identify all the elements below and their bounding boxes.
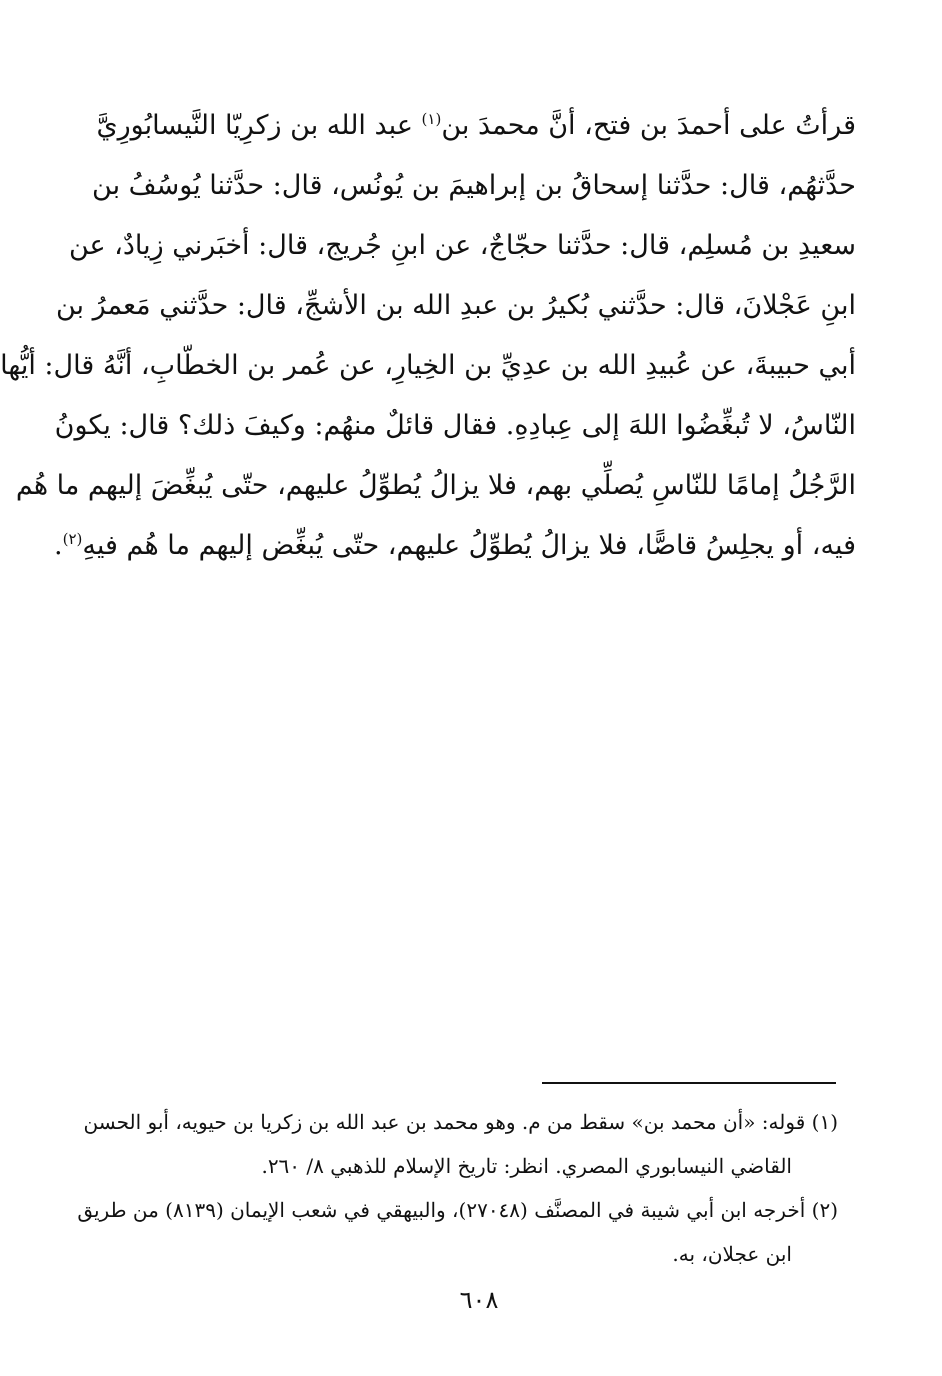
text-line: النّاسُ، لا تُبغِّضُوا اللهَ إلى عِبادِهِ. فقال قائلٌ منهُم: وكيفَ ذلك؟ قال: يكونُ: [54, 410, 856, 441]
text-line: فيه، أو يجلِسُ قاصًّا، فلا يزالُ يُطوِّلُ عليهم، حتّى يُبغِّض إليهم ما هُم فيهِ$^{(٢)}$.: [54, 530, 856, 561]
text-line: سعيدِ بن مُسلِم، قال: حدَّثنا حجّاجٌ، عن ابنِ جُريج، قال: أخبَرني زِيادٌ، عن: [68, 230, 856, 261]
main-text-block: [0, 96, 856, 576]
footnote-divider: [542, 1082, 836, 1084]
text-line: قرأتُ على أحمدَ بن فتح، أنَّ محمدَ بن$^{(١)}$ عبد الله بن زكرِيّا النَّيسابُورِيَّ: [96, 110, 856, 141]
footnote-continuation: القاضي النيسابوري المصري. انظر: تاريخ الإسلام للذهبي ٨/ ٢٦٠.: [261, 1154, 792, 1178]
footnote-line: (٢) أخرجه ابن أبي شيبة في المصنَّف (٢٧٠٤٨)، والبيهقي في شعب الإيمان (٨١٣٩) من طريق: [77, 1198, 838, 1222]
text-line: ابنِ عَجْلانَ، قال: حدَّثني بُكيرُ بن عبدِ الله بن الأشجِّ، قال: حدَّثني مَعمرُ بن: [56, 290, 856, 321]
page-number: ٦٠٨: [459, 1286, 499, 1314]
footnote-reference[interactable]: (٢): [62, 530, 83, 548]
text-line: حدَّثهُم، قال: حدَّثنا إسحاقُ بن إبراهيمَ بن يُونُس، قال: حدَّثنا يُوسُفُ بن: [92, 170, 856, 201]
text-line: أبي حبيبةَ، عن عُبيدِ الله بن عدِيِّ بن الخِيارِ، عن عُمر بن الخطّابِ، أنَّهُ قال: أيُّها: [0, 350, 856, 381]
footnote-item: [83, 1100, 838, 1188]
footnote-number: (١): [811, 1110, 838, 1134]
footnote-continuation: ابن عجلان، به.: [672, 1242, 792, 1266]
footnotes-section: [77, 1100, 838, 1276]
footnote-reference[interactable]: (١): [421, 110, 442, 128]
footnote-number: (٢): [811, 1198, 838, 1222]
footnote-item: [77, 1188, 838, 1276]
text-line: الرَّجُلُ إمامًا للنّاسِ يُصلِّي بهم، فلا يزالُ يُطوِّلُ عليهم، حتّى يُبغِّضَ إليهم ما هُم: [15, 470, 856, 501]
footnote-line: (١) قوله: «أن محمد بن» سقط من م. وهو محمد بن عبد الله بن زكريا بن حيويه، أبو الحسن: [83, 1110, 838, 1134]
